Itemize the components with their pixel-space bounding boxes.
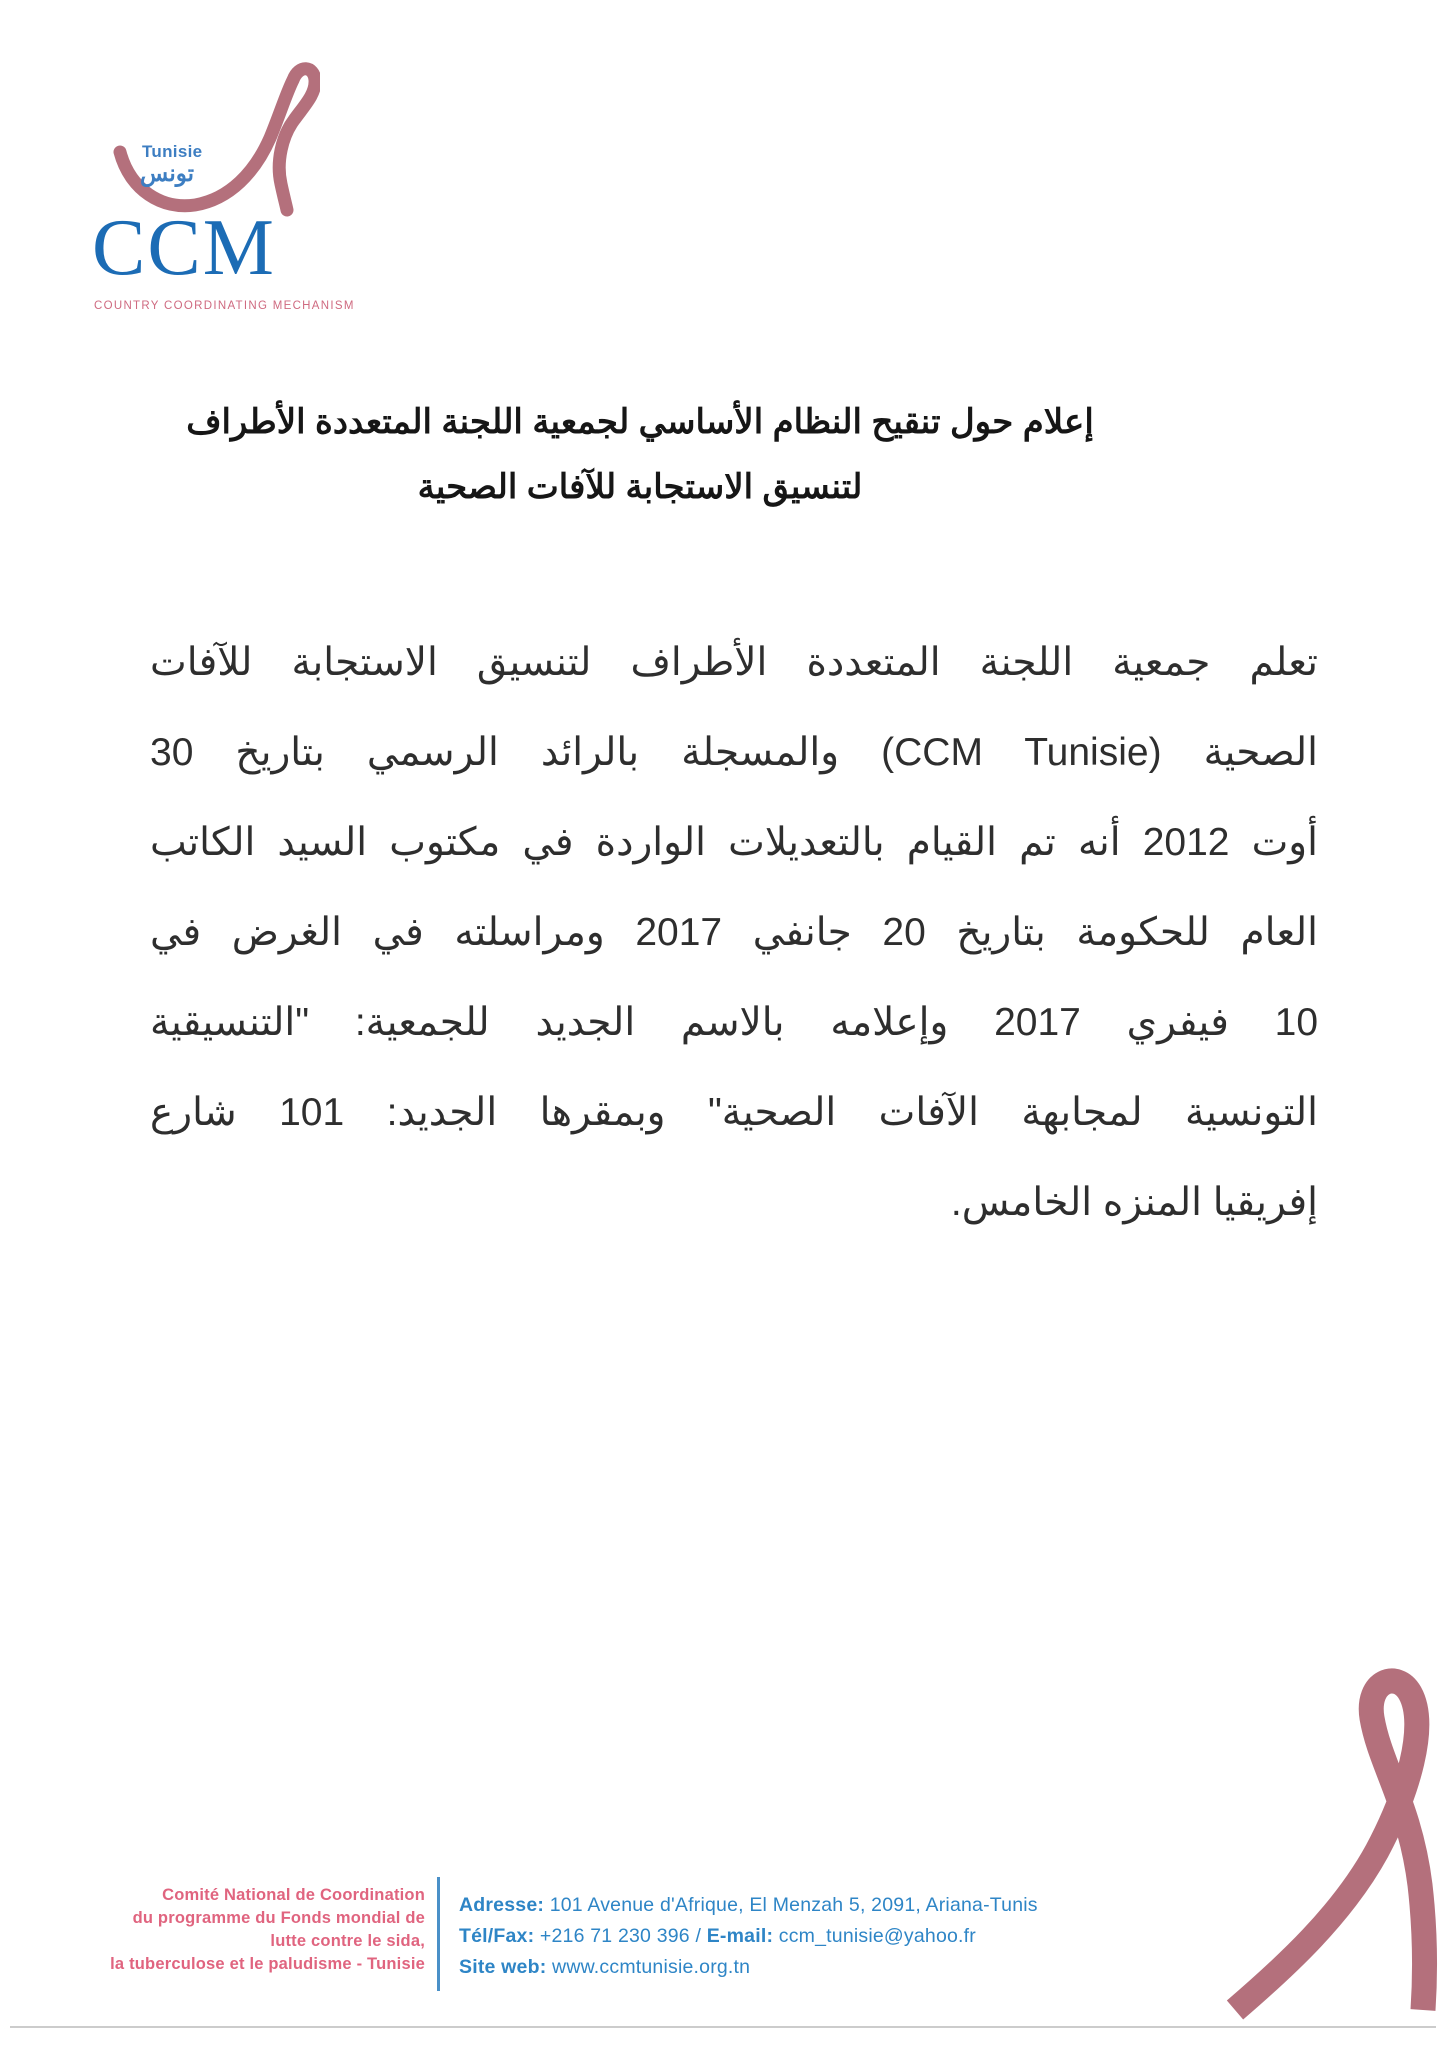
logo-ccm-wordmark: CCM [92, 204, 276, 292]
address-label: Adresse: [459, 1894, 545, 1916]
footer-organization-block [88, 1884, 425, 1976]
footer-divider [437, 1877, 440, 1991]
ccm-logo [90, 50, 355, 330]
body-line: 10 فيفري 2017 وإعلامه بالاسم الجديد للجمعية: "التنسيقية [150, 1001, 1319, 1044]
address-value: 101 Avenue d'Afrique, El Menzah 5, 2091, Ariana-Tunis [549, 1894, 1038, 1916]
logo-tunisie-label: Tunisie [142, 142, 203, 161]
footer-org-line: Comité National de Coordination [162, 1886, 425, 1904]
document-title-line2: لتنسيق الاستجابة للآفات الصحية [417, 468, 863, 506]
bottom-rule [10, 2026, 1436, 2028]
logo-tunis-arabic-label: تونس [140, 160, 195, 186]
body-line: العام للحكومة بتاريخ 20 جانفي 2017 ومراسلته في الغرض في [150, 911, 1319, 954]
document-title-line1: إعلام حول تنقيح النظام الأساسي لجمعية اللجنة المتعددة الأطراف [186, 403, 1094, 441]
footer-org-line: du programme du Fonds mondial de [132, 1909, 425, 1927]
email-label: E-mail: [706, 1925, 774, 1947]
telfax-label: Tél/Fax: [459, 1925, 535, 1947]
body-line: التونسية لمجابهة الآفات الصحية" وبمقرها الجديد: 101 شارع [150, 1091, 1318, 1134]
ribbon-swoosh-icon [100, 50, 320, 220]
document-title [130, 390, 1150, 520]
telfax-value: +216 71 230 396 / [539, 1925, 702, 1947]
logo-subtitle: COUNTRY COORDINATING MECHANISM [94, 300, 355, 312]
footer-telfax-line [459, 1921, 1139, 1952]
body-line: الصحية (CCM Tunisie) والمسجلة بالرائد الرسمي بتاريخ 30 [150, 731, 1319, 774]
body-line: إفريقيا المنزه الخامس. [950, 1181, 1318, 1224]
siteweb-label: Site web: [459, 1956, 547, 1978]
footer-org-line: la tuberculose et le paludisme - Tunisie [110, 1955, 425, 1973]
email-value: ccm_tunisie@yahoo.fr [778, 1925, 976, 1947]
document-body [150, 618, 1318, 1248]
body-line: أوت 2012 أنه تم القيام بالتعديلات الواردة في مكتوب السيد الكاتب [150, 821, 1318, 864]
footer-siteweb-line [459, 1952, 1139, 1983]
body-line: تعلم جمعية اللجنة المتعددة الأطراف لتنسيق الاستجابة للآفات [150, 641, 1318, 684]
awareness-ribbon-icon [1180, 1663, 1448, 2020]
footer-org-line: lutte contre le sida, [270, 1932, 425, 1950]
footer-contact-block [459, 1890, 1139, 1983]
footer-address-line [459, 1890, 1139, 1921]
siteweb-value: www.ccmtunisie.org.tn [552, 1956, 751, 1978]
